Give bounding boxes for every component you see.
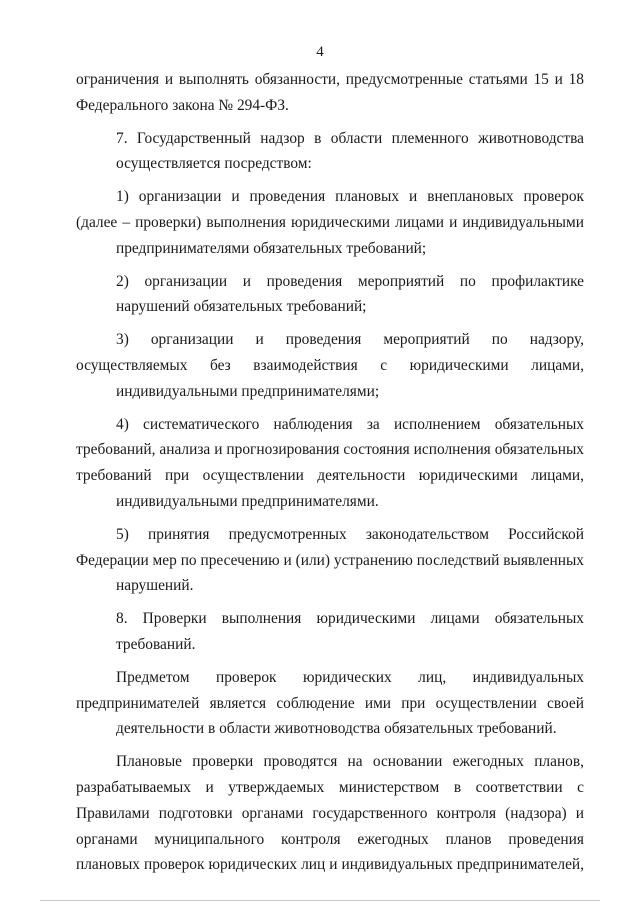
paragraph-subitem-3 xyxy=(76,327,584,404)
paragraph-subitem-1 xyxy=(76,184,584,261)
paragraph-last-line: нарушений. xyxy=(116,577,194,595)
paragraph-text: Плановые проверки проводятся на основании ежегодных планов, разрабатываемых и утверждаемых министерством в соответствии с Правилами подготовки органами государственного контроля (надзора) и органами муниципального контроля ежегодных планов проведения плановых проверок юридических лиц и индивидуальных предпринимателей, xyxy=(76,753,584,874)
paragraph-last-line: осуществляется посредством: xyxy=(116,155,312,173)
paragraph-item-8 xyxy=(76,606,584,658)
paragraph-last-line: индивидуальными предпринимателями. xyxy=(116,492,379,510)
paragraph-subitem-4 xyxy=(76,412,584,515)
paragraph-text: ограничения и выполнять обязанности, предусмотренные статьями 15 и 18 xyxy=(76,71,584,88)
paragraph-text: 3) организации и проведения мероприятий по надзору, осуществляемых без взаимодействия с юридическими лицами, xyxy=(76,331,584,374)
paragraph-text: Предметом проверок юридических лиц, индивидуальных предпринимателей является соблюдение ими при осуществлении своей xyxy=(76,668,584,712)
paragraph-planned-inspections xyxy=(76,749,584,878)
paragraph-text: 5) принятия предусмотренных законодательством Российской Федерации мер по пресечению и (или) устранению последствий выявленных xyxy=(76,525,584,569)
paragraph-text: 1) организации и проведения плановых и внеплановых проверок (далее – проверки) выполнения юридическими лицами и индивидуальными xyxy=(76,188,584,231)
paragraph-last-line: индивидуальными предпринимателями; xyxy=(116,382,380,400)
paragraph-last-line: нарушений обязательных требований; xyxy=(116,298,367,316)
paragraph-text: 8. Проверки выполнения юридическими лицами обязательных xyxy=(116,610,584,628)
paragraph-last-line: деятельности в области животноводства обязательных требований. xyxy=(116,720,557,738)
paragraph-subitem-2 xyxy=(76,269,584,321)
page-bottom-edge xyxy=(40,900,600,901)
paragraph-item-7 xyxy=(76,126,584,178)
paragraph-text: 4) систематического наблюдения за исполнением обязательных требований, анализа и прогнозирования состояния исполнения обязательных требований при осуществлении деятельности юридическими лицами, xyxy=(76,415,584,485)
paragraph-last-line: предпринимателями обязательных требований; xyxy=(116,239,427,257)
document-body xyxy=(76,67,584,878)
page-number: 4 xyxy=(316,44,324,60)
paragraph-continuation xyxy=(76,67,584,119)
paragraph-last-line: требований. xyxy=(116,635,196,653)
paragraph-last-line: Федерального закона № 294-ФЗ. xyxy=(76,96,289,114)
paragraph-text: 7. Государственный надзор в области племенного животноводства xyxy=(116,129,584,147)
paragraph-text: 2) организации и проведения мероприятий по профилактике xyxy=(116,272,584,290)
paragraph-subitem-5 xyxy=(76,522,584,599)
paragraph-inspection-subject xyxy=(76,665,584,742)
